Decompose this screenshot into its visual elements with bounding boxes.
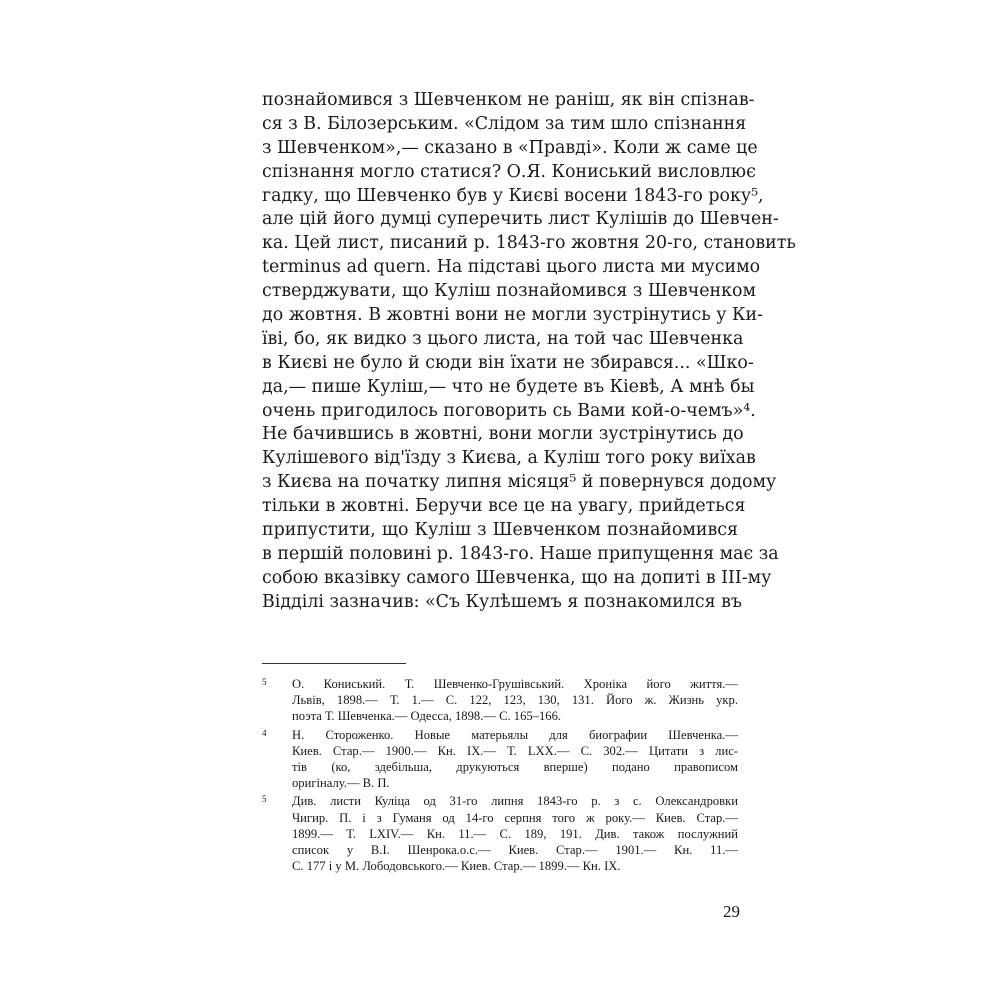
footnote-line: С. 177 і у М. Лободовського.— Киев. Стар.— 1899.— Кн. IX. [292,859,621,874]
text-line: ка. Цей лист, писаний р. 1843-го жовтня 20-го, становить [262,233,796,254]
text-line: собою вказівку самого Шевченка, що на допиті в ІІІ-му [262,567,772,588]
footnote-number: 4 [262,727,267,738]
text-line: до жовтня. В жовтні вони не могли зустрінутись у Ки- [262,305,763,326]
footnote-divider [262,663,406,664]
footnote [262,793,738,874]
text-line: їві, бо, як видко з цього листа, на той час Шевченка [262,328,744,349]
footnote-line: оригіналу.— В. П. [292,776,390,791]
footnote-line: тів (ко, здебільша, друкуються вперше) подано правописом [292,759,738,774]
footnotes [262,676,738,876]
text-line: спізнання могло статися? О.Я. Кониський висловлює [262,161,756,182]
footnote-line: поэта Т. Шевченка.— Одесса, 1898.— С. 165–166. [292,709,562,724]
text-line: гадку, що Шевченко був у Києві восени 1843-го року⁵, [262,185,764,206]
text-line: Кулішевого від'їзду з Києва, а Куліш того року виїхав [262,448,756,469]
footnote [262,676,738,725]
text-line: познайомився з Шевченком не раніш, як він спізнав- [262,90,755,110]
text-line: стверджувати, що Куліш познайомився з Шевченком [262,281,757,302]
text-line: припустити, що Куліш з Шевченком познайомився [262,520,738,541]
book-page [262,0,796,1000]
page-number: 29 [723,902,740,921]
footnote-line: Киев. Стар.— 1900.— Кн. IX.— Т. LXX.— С. 302.— Цитати з лис- [292,743,738,758]
footnote-line: 1899.— Т. LXIV.— Кн. 11.— С. 189, 191. Див. також послужний [292,826,738,841]
text-line: очень пригодилось поговорить сь Вами кой-о-чемъ»⁴. [262,400,756,421]
main-text [262,89,796,615]
text-line: да,— пише Куліш,— что не будете въ Кіевѣ, А мнѣ бы [262,376,755,397]
footnote [262,727,738,792]
footnote-number: 5 [262,677,267,687]
footnote-number: 5 [262,794,267,805]
text-line: тільки в жовтні. Беручи все це на увагу, прийдеться [262,496,746,517]
text-line: але цій його думці суперечить лист Кулішів до Шевчен- [262,209,779,230]
footnote-line: Львів, 1898.— Т. 1.— С. 122, 123, 130, 131. Його ж. Жизнь укр. [292,693,738,708]
text-line: ся з В. Білозерським. «Слідом за тим шло спізнання [262,113,747,134]
footnote-line: Н. Стороженко. Новые матерьялы для биографии Шевченка.— [292,727,738,742]
text-line: з Шевченком»,— сказано в «Правді». Коли ж саме це [262,137,758,158]
text-line: Відділі зазначив: «Съ Кулѣшемъ я познакомился въ [262,591,742,612]
text-line: в Києві не було й сюди він їхати не збирався... «Шко- [262,352,754,373]
text-line: Не бачившись в жовтні, вони могли зустрінутись до [262,424,744,445]
text-line: з Києва на початку липня місяця⁵ й повернувся додому [262,472,777,493]
footnote-line: Див. листи Куліца од 31-го липня 1843-го р. з с. Олександровки [292,794,738,809]
text-line: terminus ad quern. На підставі цього листа ми мусимо [262,257,761,278]
footnote-line: О. Кониський. Т. Шевченко-Грушівський. Хроніка його життя.— [292,677,738,691]
text-line: в першій половині р. 1843-го. Наше припущення має за [262,543,779,564]
footnote-line: список у В.І. Шенрока.о.с.— Киев. Стар.— 1901.— Кн. 11.— [292,842,738,857]
footnote-line: Чигир. П. і з Гуманя од 14-го серпня того ж року.— Киев. Стар.— [292,810,738,825]
